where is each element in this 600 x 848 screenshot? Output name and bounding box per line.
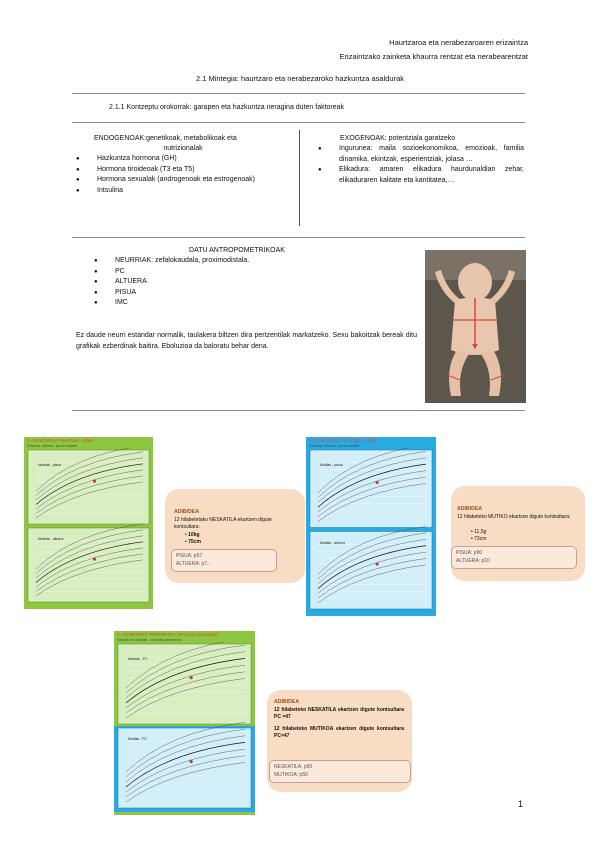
endogenoak-item: ● Hormona tiroideoak (T3 eta T5) (72, 165, 294, 176)
header-line-2: Erizaintzako zainketa khaurra rentzat eta nerabearentzat (339, 52, 528, 61)
antropometric-item: ● NEURRIAK: zefalokaudala, proximodistala. (90, 256, 410, 267)
card-item: • 73cm (471, 536, 487, 542)
exogenoak-item: ● Ingurunea: maila sozioekonomikoa, emozioak, familia dinamika, ekintzak, esperientziak, jolasa … (314, 144, 524, 165)
antropometric-item: ● PC (90, 267, 410, 278)
antropometric-list (90, 256, 410, 309)
card-result: ALTUERA: p7... (176, 560, 212, 567)
exogenoak-block (314, 133, 524, 186)
panel-label: Mutilak - PC (128, 737, 148, 741)
example-card-head (267, 690, 412, 792)
card-result: PISUA: p90 (456, 550, 483, 556)
chart-graphics (306, 448, 436, 613)
antropometric-item: ● IMC (90, 298, 410, 309)
baby-illustration (425, 250, 526, 403)
growth-chart-boys (306, 437, 436, 616)
section-title: 2.1 Mintegia: haurtzaro eta nerabezaroko hazkuntza asaldurak (195, 74, 405, 83)
card-item: • 75cm (185, 539, 201, 545)
card-intro: 12 hilabeteko MUTIKO ekartzen digute kontsultara: (457, 514, 571, 520)
card-item: • 11,5g (471, 529, 487, 535)
chart-graphics (24, 448, 153, 606)
growth-chart-girls (24, 437, 153, 609)
endogenoak-item: ● Hormona sexualak (androgenoak eta estrogenoak) (72, 175, 294, 186)
card-title: ADIBIDEA (457, 506, 483, 512)
antropometric-paragraph: Ez daude neurri estandar normalik, taulakera biltzen dira pertzentilak markatzeko. Sexu bakoitzak bereak ditu grafikak ezberdinak baitira. Eboluzioa da baloratu behar dena. (76, 332, 417, 350)
baby-photo (425, 250, 526, 403)
example-card-girl (165, 489, 305, 583)
antropometric-item: ● PISUA (90, 288, 410, 299)
card-result-box (451, 546, 577, 569)
panel-label: Neskak - pisua (38, 463, 62, 467)
antropometric-block (90, 256, 410, 309)
endogenoak-list (72, 154, 294, 196)
card-result: NESKATILA: p90 (274, 764, 313, 770)
card-result-box (171, 549, 277, 572)
card-intro: 12 hilabeteko NESKATILA ekartzen digute kontsultara PC =47 (274, 707, 404, 720)
chart-panel (310, 450, 432, 528)
divider (72, 93, 525, 94)
panel-label: Mutilak - altuera (320, 540, 345, 545)
panel-label: Mutilak - pisua (320, 463, 343, 467)
chart-subtitle: Neskak eta mutilak - burbuila perimetroa (117, 638, 182, 642)
measurement-point (93, 557, 96, 560)
divider (72, 122, 525, 123)
card-intro: 12 hilabetetako NESKATILA ekartzen digute kontsultara: (174, 517, 272, 530)
exogenoak-title: EXOGENOAK: potentziala garatzeko (340, 135, 456, 142)
chart-title: 0 - 24 MONTHS: Peso/Talla - mutilak (309, 438, 378, 443)
header-line-1: Haurtzaroa eta nerabezaroaren erizaintza (389, 38, 528, 47)
measurement-point (93, 479, 96, 482)
chart-panel (118, 644, 251, 724)
column-divider (299, 130, 300, 226)
exogenoak-item: ● Elikadura: amaren elikadura haurdunaldian zehar, elikaduraren kalitate eta kantitatea,… (314, 165, 524, 186)
panel-label: Neskak - altuera (38, 537, 64, 541)
card-result-box (269, 760, 411, 783)
measurement-point (190, 760, 193, 763)
antropometric-title: DATU ANTROPOMETRIKOAK (189, 247, 285, 254)
card-items (185, 532, 201, 546)
card-title: ADIBIDEA (274, 699, 300, 705)
chart-subtitle: Erlazioa: altuera - pisua mutilak (309, 444, 360, 448)
example-card-boy (451, 486, 585, 581)
measurement-point (376, 481, 379, 484)
card-items (471, 529, 486, 543)
endogenoak-item: ● Intsulina (72, 186, 294, 197)
endogenoak-title-2: nutrizionalak (163, 145, 203, 152)
endogenoak-title: ENDOGENOAK:genetikoak, metabolikoak eta (94, 135, 237, 142)
endogenoak-item: ● Hazkuntza hormona (GH) (72, 154, 294, 165)
endogenoak-block (72, 133, 294, 196)
card-intro-2: 12 hilabeteko MUTIKOA ekartzen digute kontsultara PC=47 (274, 726, 404, 739)
card-title: ADIBIDEA (174, 509, 200, 515)
card-item: • 10kg (185, 532, 200, 538)
antropometric-item: ● ALTUERA (90, 277, 410, 288)
card-result: ALTUERA: p10 (456, 557, 490, 564)
exogenoak-list (314, 144, 524, 186)
measurement-point (376, 562, 379, 565)
card-result: PISUA: p57 (176, 553, 203, 559)
growth-chart-head-circumference (114, 631, 255, 815)
card-result: MUTIKOA: p50 (274, 771, 308, 778)
chart-graphics (114, 642, 255, 812)
page-number: 1 (518, 799, 524, 809)
chart-title: 0 - 24 MONTHS: PERIMETRO CEFALICO (percentile) (117, 632, 219, 637)
subsection-title: 2.1.1 Kontzeptu orokorrak: garapen eta hazkuntza neragina duten faktoreak (109, 104, 345, 111)
panel-label: Neskak - PC (128, 657, 148, 661)
chart-subtitle: Erlazioa: altuera - pisua neskak (27, 444, 78, 448)
chart-title: 0 - 24 MONTHS: Peso/Talla - girlaki (27, 438, 94, 443)
divider (72, 237, 525, 238)
measurement-point (190, 676, 193, 679)
divider (72, 410, 525, 411)
